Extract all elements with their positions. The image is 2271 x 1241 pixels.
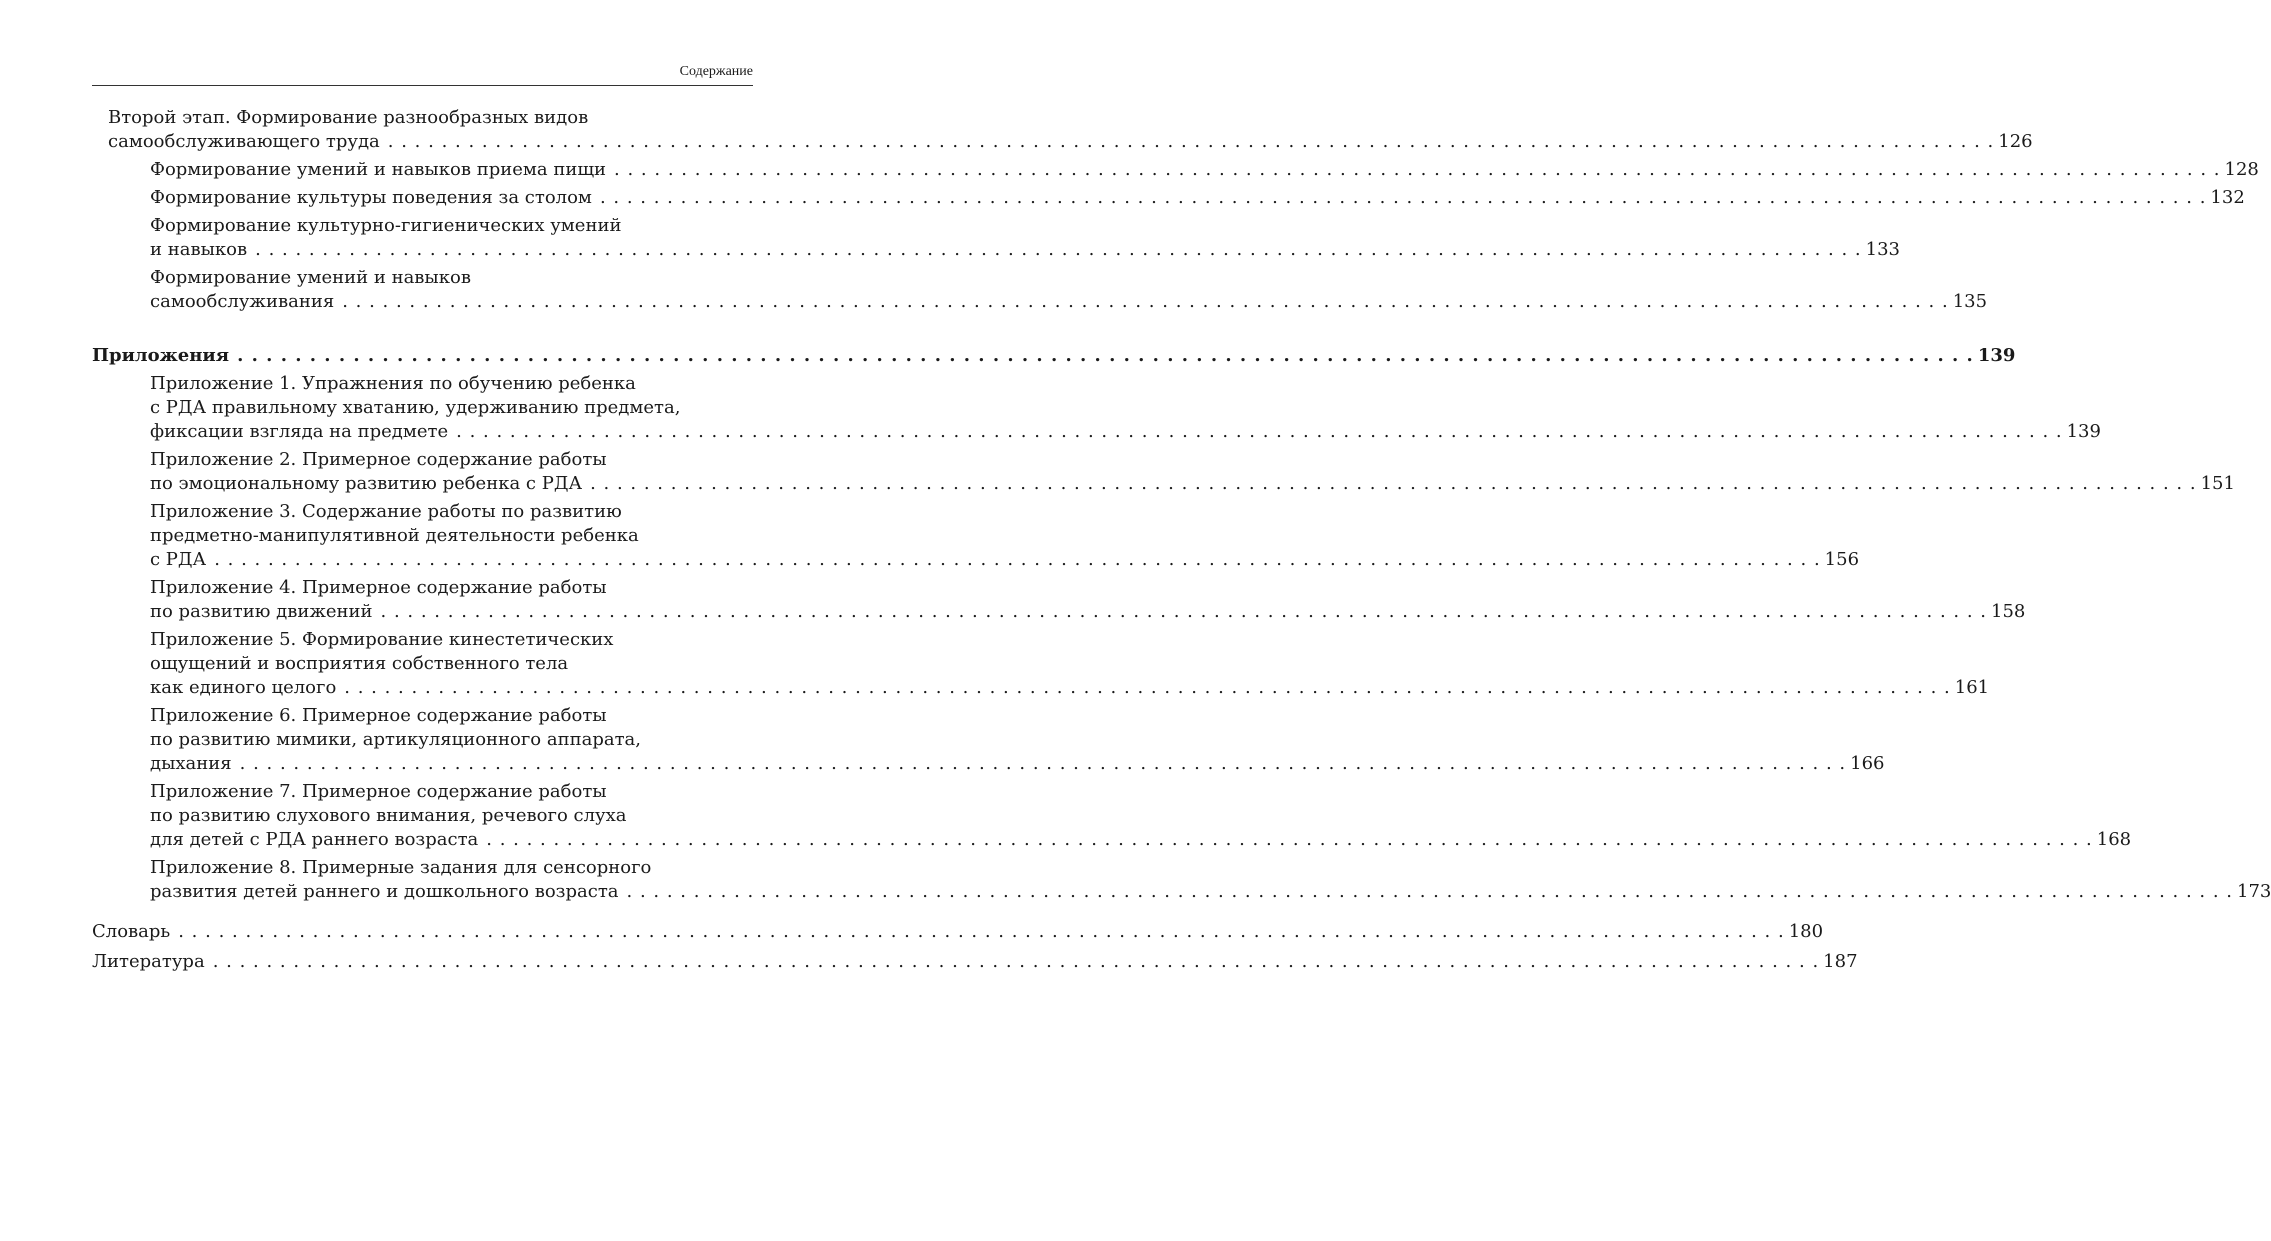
toc-entry-title: самообслуживающего труда — [108, 131, 380, 152]
toc-entry — [92, 214, 1900, 262]
page-number: 187 — [1823, 951, 1858, 972]
toc-entry-line: с РДА правильному хватанию, удерживанию предмета, — [150, 397, 681, 418]
toc-entry-title: для детей с РДА раннего возраста — [150, 829, 479, 850]
dot-leader: . . . . . . . . . . . . . . . . . . . . . . . . . . . . . . . . . . . . . . . . . . . . . . . . . . . . . . . . . . . . . . . . . . . . . . . . . . . . . . . . . . . . . . . . . . . . . . . . . . . . . . . . . . . . . . . . . . . . . . . . — [342, 291, 1949, 312]
dot-leader: . . . . . . . . . . . . . . . . . . . . . . . . . . . . . . . . . . . . . . . . . . . . . . . . . . . . . . . . . . . . . . . . . . . . . . . . . . . . . . . . . . . . . . . . . . . . . . . . . . . . . . . . . . . . . . . . . . . . . . . . — [178, 921, 1785, 942]
toc-entry-title: развития детей раннего и дошкольного возраста — [150, 881, 619, 902]
toc-entry-line: предметно-манипулятивной деятельности ребенка — [150, 525, 639, 546]
dot-leader: . . . . . . . . . . . . . . . . . . . . . . . . . . . . . . . . . . . . . . . . . . . . . . . . . . . . . . . . . . . . . . . . . . . . . . . . . . . . . . . . . . . . . . . . . . . . . . . . . . . . . . . . . . . . . . . . . . . . . . . . — [387, 131, 1995, 152]
page-number: 128 — [2224, 159, 2259, 180]
dot-leader: . . . . . . . . . . . . . . . . . . . . . . . . . . . . . . . . . . . . . . . . . . . . . . . . . . . . . . . . . . . . . . . . . . . . . . . . . . . . . . . . . . . . . . . . . . . . . . . . . . . . . . . . . . . . . . . . . . . . . . . . — [255, 239, 1862, 260]
toc-entry-title: по эмоциональному развитию ребенка с РДА — [150, 473, 583, 494]
toc-entry — [92, 372, 2101, 444]
dot-leader: . . . . . . . . . . . . . . . . . . . . . . . . . . . . . . . . . . . . . . . . . . . . . . . . . . . . . . . . . . . . . . . . . . . . . . . . . . . . . . . . . . . . . . . . . . . . . . . . . . . . . . . . . . . . . . . . . . . . . . . . — [380, 601, 1988, 622]
toc-entry-line: Формирование культурно-гигиенических умений — [150, 215, 622, 236]
toc-entry-title: Приложения — [92, 345, 230, 366]
toc-entry — [92, 576, 2026, 624]
toc-entry-title: Формирование культуры поведения за столом — [150, 187, 592, 208]
page-number: 151 — [2200, 473, 2235, 494]
toc-entry — [92, 266, 1988, 314]
dot-leader: . . . . . . . . . . . . . . . . . . . . . . . . . . . . . . . . . . . . . . . . . . . . . . . . . . . . . . . . . . . . . . . . . . . . . . . . . . . . . . . . . . . . . . . . . . . . . . . . . . . . . . . . . . . . . . . . . . . . . . . . — [590, 473, 2197, 494]
toc-entry-line: Приложение 1. Упражнения по обучению ребенка — [150, 373, 636, 394]
toc-entry — [92, 950, 1858, 974]
toc-entry — [92, 920, 1824, 944]
header-rule — [92, 85, 753, 86]
page-number: 133 — [1865, 239, 1900, 260]
toc-entry — [92, 448, 2235, 496]
toc-entry-line: Приложение 5. Формирование кинестетических — [150, 629, 614, 650]
running-head: Содержание — [679, 64, 753, 79]
dot-leader: . . . . . . . . . . . . . . . . . . . . . . . . . . . . . . . . . . . . . . . . . . . . . . . . . . . . . . . . . . . . . . . . . . . . . . . . . . . . . . . . . . . . . . . . . . . . . . . . . . . . . . . . . . . . . . . . . . . . . . . . — [237, 345, 1974, 366]
toc-entry-title: Литература — [92, 951, 205, 972]
toc-entry-title: и навыков — [150, 239, 248, 260]
dot-leader: . . . . . . . . . . . . . . . . . . . . . . . . . . . . . . . . . . . . . . . . . . . . . . . . . . . . . . . . . . . . . . . . . . . . . . . . . . . . . . . . . . . . . . . . . . . . . . . . . . . . . . . . . . . . . . . . . . . . . . . . — [626, 881, 2234, 902]
toc-entry-line: Приложение 4. Примерное содержание работы — [150, 577, 607, 598]
toc-entry-line: по развитию мимики, артикуляционного аппарата, — [150, 729, 641, 750]
toc-entry-line: Приложение 8. Примерные задания для сенсорного — [150, 857, 652, 878]
page-number: 180 — [1788, 921, 1824, 942]
dot-leader: . . . . . . . . . . . . . . . . . . . . . . . . . . . . . . . . . . . . . . . . . . . . . . . . . . . . . . . . . . . . . . . . . . . . . . . . . . . . . . . . . . . . . . . . . . . . . . . . . . . . . . . . . . . . . . . . . . . . . . . . — [344, 677, 1951, 698]
page-number: 132 — [2210, 187, 2245, 208]
dot-leader: . . . . . . . . . . . . . . . . . . . . . . . . . . . . . . . . . . . . . . . . . . . . . . . . . . . . . . . . . . . . . . . . . . . . . . . . . . . . . . . . . . . . . . . . . . . . . . . . . . . . . . . . . . . . . . . . . . . . . . . . — [456, 421, 2063, 442]
dot-leader: . . . . . . . . . . . . . . . . . . . . . . . . . . . . . . . . . . . . . . . . . . . . . . . . . . . . . . . . . . . . . . . . . . . . . . . . . . . . . . . . . . . . . . . . . . . . . . . . . . . . . . . . . . . . . . . . . . . . . . . . — [614, 159, 2221, 180]
toc-entry — [92, 158, 2259, 182]
toc-entry-title: как единого целого — [150, 677, 337, 698]
toc-entry — [92, 186, 2245, 210]
toc-entry — [92, 780, 2132, 852]
page-number: 126 — [1998, 131, 2033, 152]
page-number: 156 — [1824, 549, 1860, 570]
toc-entry-title: самообслуживания — [150, 291, 335, 312]
dot-leader: . . . . . . . . . . . . . . . . . . . . . . . . . . . . . . . . . . . . . . . . . . . . . . . . . . . . . . . . . . . . . . . . . . . . . . . . . . . . . . . . . . . . . . . . . . . . . . . . . . . . . . . . . . . . . . . . . . . . . . . . — [486, 829, 2093, 850]
toc-entry-title: с РДА — [150, 549, 207, 570]
page-number: 161 — [1954, 677, 1990, 698]
page-number: 168 — [2096, 829, 2132, 850]
dot-leader: . . . . . . . . . . . . . . . . . . . . . . . . . . . . . . . . . . . . . . . . . . . . . . . . . . . . . . . . . . . . . . . . . . . . . . . . . . . . . . . . . . . . . . . . . . . . . . . . . . . . . . . . . . . . . . . . . . . . . . . . — [239, 753, 1847, 774]
toc-entry — [92, 500, 1860, 572]
dot-leader: . . . . . . . . . . . . . . . . . . . . . . . . . . . . . . . . . . . . . . . . . . . . . . . . . . . . . . . . . . . . . . . . . . . . . . . . . . . . . . . . . . . . . . . . . . . . . . . . . . . . . . . . . . . . . . . . . . . . . . . . — [212, 951, 1820, 972]
toc-entry-line: Приложение 3. Содержание работы по развитию — [150, 501, 622, 522]
toc-entry-title: Формирование умений и навыков приема пищи — [150, 159, 607, 180]
page-number: 158 — [1991, 601, 2026, 622]
dot-leader: . . . . . . . . . . . . . . . . . . . . . . . . . . . . . . . . . . . . . . . . . . . . . . . . . . . . . . . . . . . . . . . . . . . . . . . . . . . . . . . . . . . . . . . . . . . . . . . . . . . . . . . . . . . . . . . . . . . . . . . . — [214, 549, 1821, 570]
toc-entry-title: дыхания — [150, 753, 232, 774]
toc-entry-line: ощущений и восприятия собственного тела — [150, 653, 569, 674]
toc-entry-title: фиксации взгляда на предмете — [150, 421, 449, 442]
toc-entry — [92, 856, 2271, 904]
page-number: 135 — [1952, 291, 1988, 312]
toc-entry-line: Приложение 7. Примерное содержание работы — [150, 781, 607, 802]
page-number: 139 — [2066, 421, 2101, 442]
toc-entry — [92, 628, 1990, 700]
page-number: 166 — [1850, 753, 1885, 774]
dot-leader: . . . . . . . . . . . . . . . . . . . . . . . . . . . . . . . . . . . . . . . . . . . . . . . . . . . . . . . . . . . . . . . . . . . . . . . . . . . . . . . . . . . . . . . . . . . . . . . . . . . . . . . . . . . . . . . . . . . . . . . . — [599, 187, 2207, 208]
toc-entry — [92, 106, 2033, 154]
toc-entry — [92, 344, 2016, 368]
page-number: 173 — [2237, 881, 2271, 902]
toc-entry-line: Второй этап. Формирование разнообразных видов — [108, 107, 589, 128]
toc-entry-line: по развитию слухового внимания, речевого слуха — [150, 805, 627, 826]
toc-entry-line: Приложение 2. Примерное содержание работы — [150, 449, 607, 470]
page-number: 139 — [1977, 345, 2016, 366]
toc-entry-line: Приложение 6. Примерное содержание работы — [150, 705, 607, 726]
toc-entry — [92, 704, 1885, 776]
table-of-contents — [92, 106, 2271, 974]
toc-entry-title: Словарь — [92, 921, 171, 942]
toc-entry-title: по развитию движений — [150, 601, 373, 622]
toc-entry-line: Формирование умений и навыков — [150, 267, 471, 288]
